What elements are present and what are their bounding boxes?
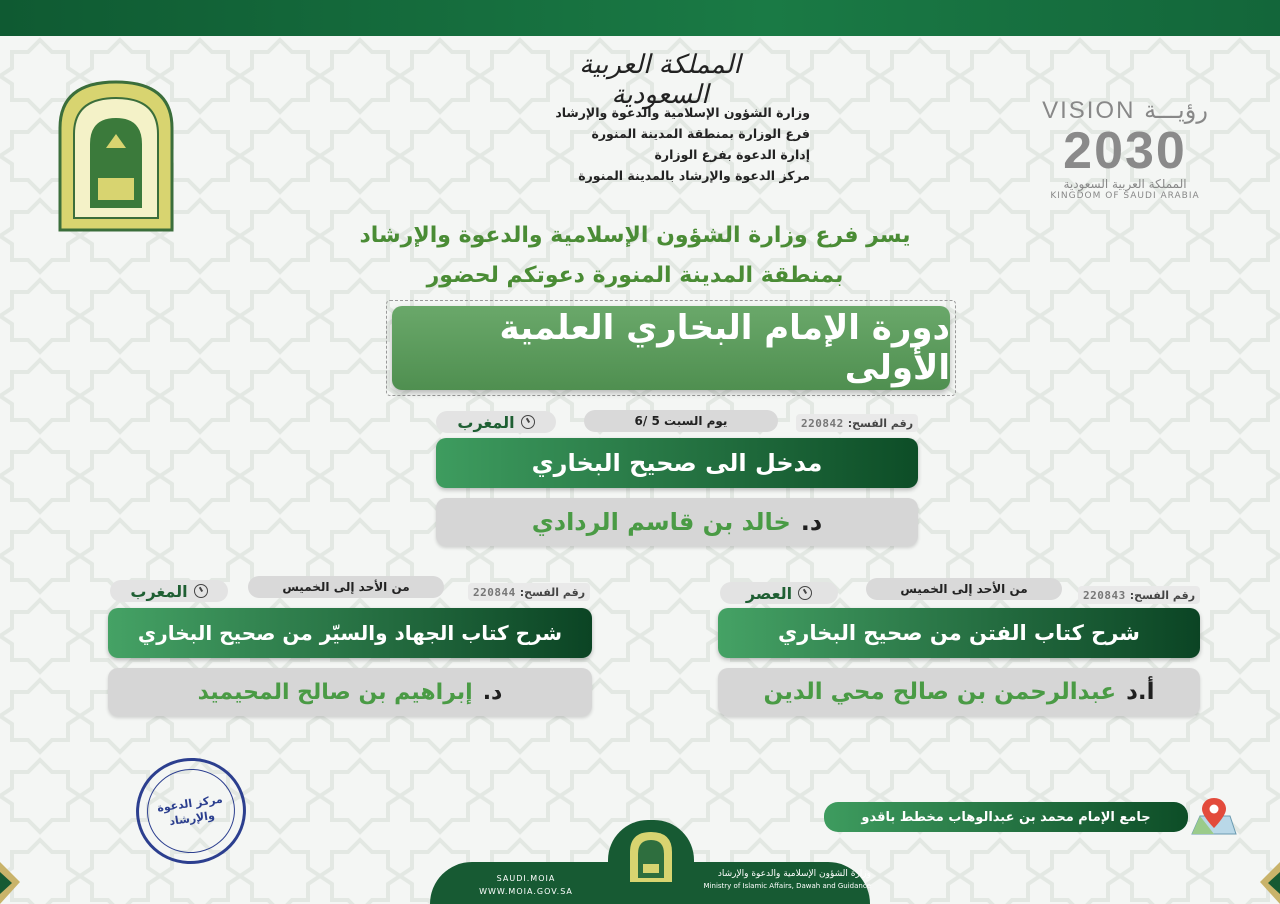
kingdom-calligraphy: المملكة العربية السعودية xyxy=(579,50,741,110)
permit-number: 220842 xyxy=(800,416,844,430)
prayer-time: العصر xyxy=(745,583,793,603)
header-line: وزارة الشؤون الإسلامية والدعوة والإرشاد xyxy=(555,105,810,120)
footer-ministry xyxy=(696,868,871,892)
corner-ornament xyxy=(0,862,40,904)
vision-word: VISION xyxy=(1042,97,1136,124)
permit-number: 220843 xyxy=(1082,588,1126,602)
vision-ar-word: رؤيـــة xyxy=(1144,97,1208,124)
permit-label: رقم الفسح: xyxy=(519,585,586,599)
footer-ministry-en: Ministry of Islamic Affairs, Dawah and Guidance xyxy=(703,882,871,890)
top-bar xyxy=(0,0,1280,36)
ministry-header xyxy=(520,102,810,186)
prayer-time: المغرب xyxy=(130,581,188,601)
lecturer-prefix: د. xyxy=(800,508,823,536)
intro-line: يسر فرع وزارة الشؤون الإسلامية والدعوة والإرشاد xyxy=(359,223,911,248)
clock-icon xyxy=(521,415,535,429)
day-pill: من الأحد إلى الخميس xyxy=(248,576,444,598)
permit-number: 220844 xyxy=(472,585,516,599)
permit-code xyxy=(796,414,918,432)
lecturer-name: عبدالرحمن بن صالح محي الدين xyxy=(763,679,1117,705)
map-pin-icon xyxy=(1190,794,1238,838)
header-line: مركز الدعوة والإرشاد بالمدينة المنورة xyxy=(578,168,810,183)
header-line: فرع الوزارة بمنطقة المدينة المنورة xyxy=(591,126,810,141)
footer-contact xyxy=(462,872,590,898)
stamp-center: مركز الدعوة والإرشاد xyxy=(142,763,241,858)
lecturer-name: خالد بن قاسم الردادي xyxy=(531,508,791,536)
lecturer-bar xyxy=(108,668,592,716)
intro-line: بمنطقة المدينة المنورة دعوتكم لحضور xyxy=(426,263,844,288)
footer-ministry-logo xyxy=(626,830,676,884)
lecturer-prefix: د. xyxy=(482,679,503,705)
lecturer-bar xyxy=(718,668,1200,716)
course-bar: شرح كتاب الجهاد والسيّر من صحيح البخاري xyxy=(108,608,592,658)
intro-text xyxy=(300,216,970,296)
vision-2030-logo xyxy=(1030,96,1220,201)
prayer-pill xyxy=(720,582,838,604)
ministry-logo xyxy=(56,78,176,234)
vision-ar-kingdom: المملكة العربية السعودية xyxy=(1063,177,1187,191)
lecturer-name: إبراهيم بن صالح المحيميد xyxy=(197,679,473,705)
clock-icon xyxy=(798,586,812,600)
lecturer-prefix: أ.د xyxy=(1126,679,1155,705)
footer-website: WWW.MOIA.GOV.SA xyxy=(479,887,573,896)
permit-label: رقم الفسح: xyxy=(847,416,914,430)
footer-ministry-ar: وزارة الشؤون الإسلامية والدعوة والإرشاد xyxy=(717,869,871,879)
course-bar: شرح كتاب الفتن من صحيح البخاري xyxy=(718,608,1200,658)
permit-code xyxy=(1078,586,1200,604)
lecturer-bar xyxy=(436,498,918,546)
vision-year: 2030 xyxy=(1063,122,1187,180)
location-bar: جامع الإمام محمد بن عبدالوهاب مخطط باقدو xyxy=(824,802,1188,832)
prayer-pill xyxy=(110,580,228,602)
footer-handle: SAUDI.MOIA xyxy=(496,874,556,883)
vision-en-kingdom: KINGDOM OF SAUDI ARABIA xyxy=(1050,191,1200,201)
prayer-pill xyxy=(436,411,556,433)
clock-icon xyxy=(194,584,208,598)
permit-code xyxy=(468,583,590,601)
day-pill: يوم السبت 5 /6 xyxy=(584,410,778,432)
corner-ornament xyxy=(1240,862,1280,904)
permit-label: رقم الفسح: xyxy=(1129,588,1196,602)
course-bar: مدخل الى صحيح البخاري xyxy=(436,438,918,488)
prayer-time: المغرب xyxy=(457,412,515,432)
header-line: إدارة الدعوة بفرع الوزارة xyxy=(654,147,810,162)
course-title: دورة الإمام البخاري العلمية الأولى xyxy=(392,306,950,390)
day-pill: من الأحد إلى الخميس xyxy=(866,578,1062,600)
